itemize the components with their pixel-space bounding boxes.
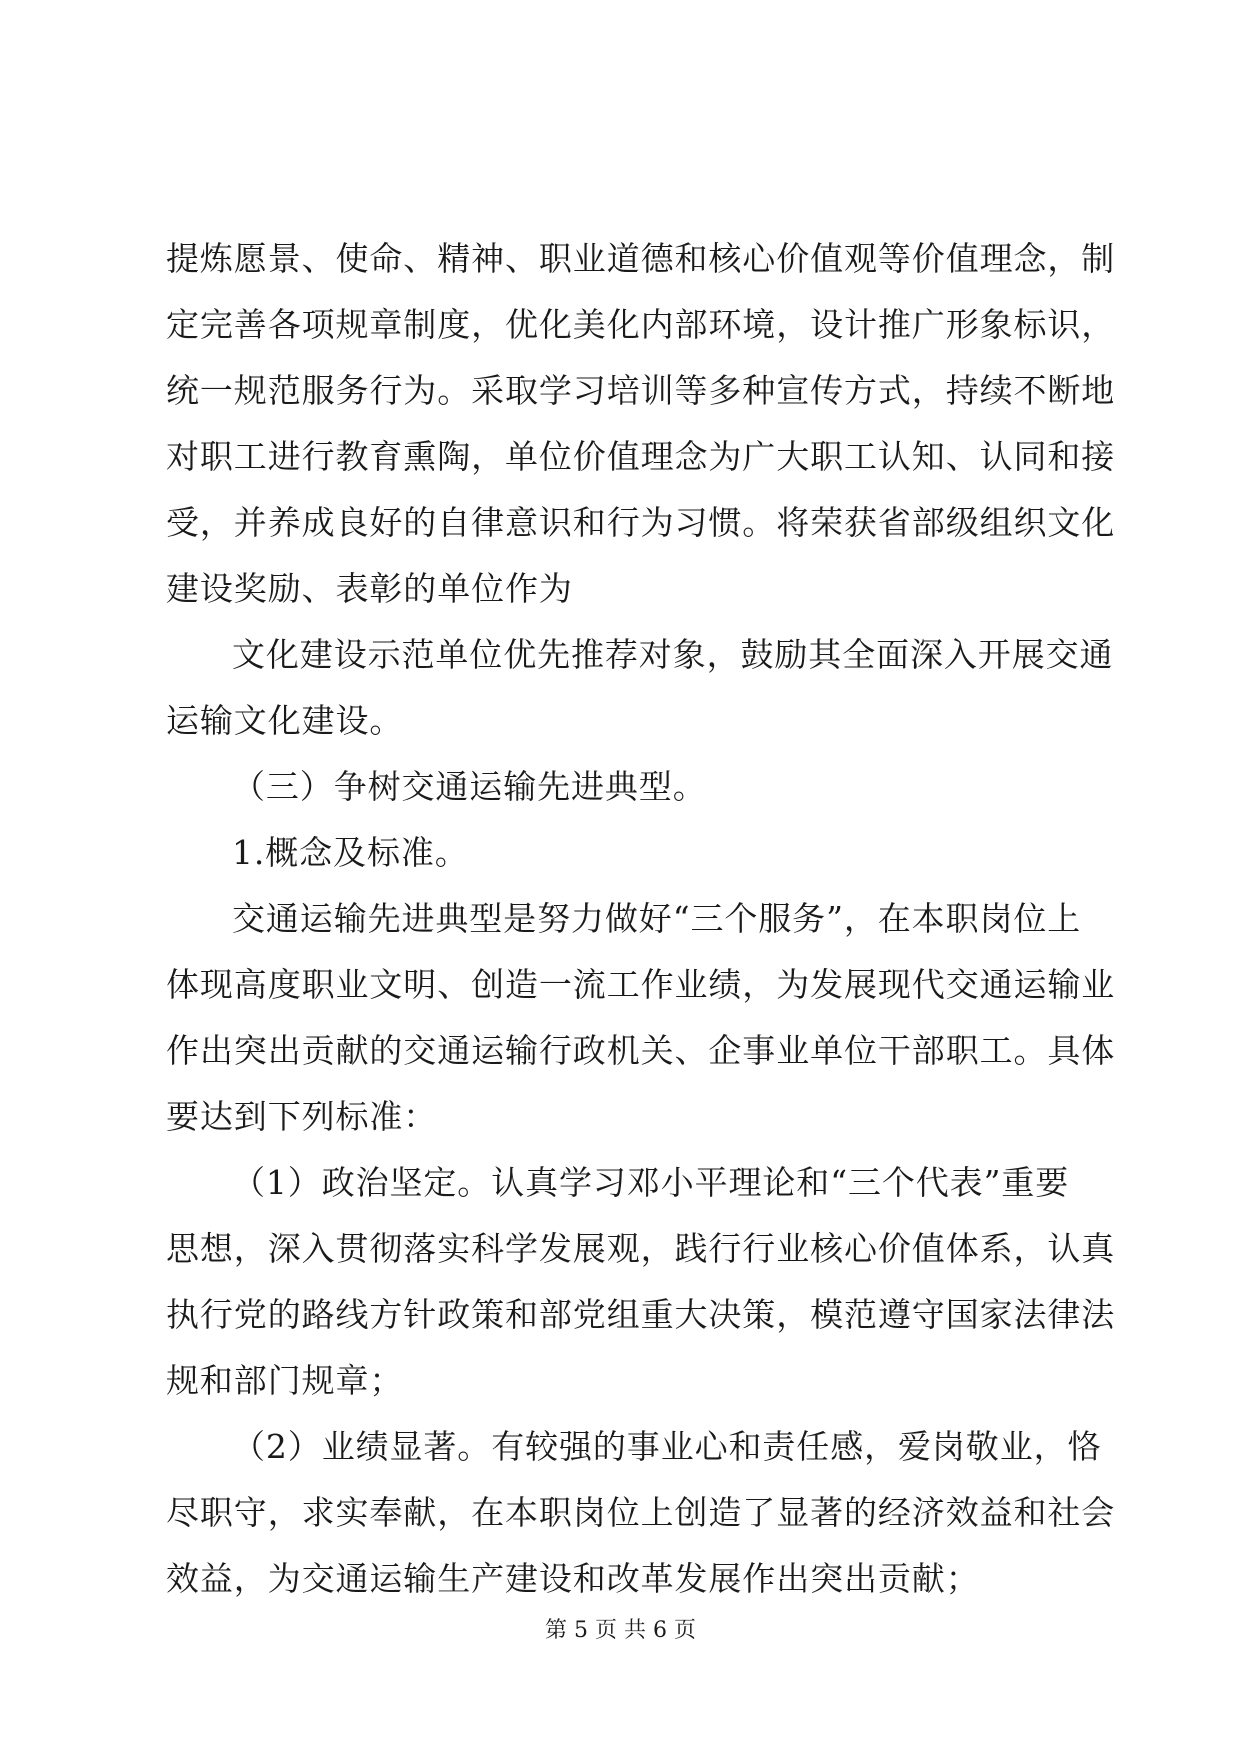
text-line: 交通运输先进典型是努力做好“三个服务”，在本职岗位上	[232, 899, 1082, 938]
criterion-1	[166, 1150, 1116, 1414]
heading-line: 1.概念及标准。	[232, 833, 469, 872]
paragraph-1	[166, 226, 1116, 622]
text-line: 对职工进行教育熏陶，单位价值理念为广大职工认知、认同和接	[166, 437, 1116, 476]
text-line: 建设奖励、表彰的单位作为	[166, 569, 573, 608]
page-number-footer: 第 5 页 共 6 页	[545, 1618, 696, 1643]
paragraph-2	[166, 622, 1114, 754]
text-line: 思想，深入贯彻落实科学发展观，践行行业核心价值体系，认真	[166, 1229, 1116, 1268]
heading-line: （三）争树交通运输先进典型。	[232, 767, 707, 806]
text-line: 效益，为交通运输生产建设和改革发展作出突出贡献；	[166, 1559, 980, 1598]
text-line: 规和部门规章；	[166, 1361, 404, 1400]
text-line: 运输文化建设。	[166, 701, 404, 740]
text-line: 统一规范服务行为。采取学习培训等多种宣传方式，持续不断地	[166, 371, 1116, 410]
section-heading	[166, 754, 1078, 820]
text-line: 体现高度职业文明、创造一流工作业绩，为发展现代交通运输业	[166, 965, 1116, 1004]
criterion-2	[166, 1414, 1116, 1612]
text-line: （2）业绩显著。有较强的事业心和责任感，爱岗敬业，恪	[232, 1427, 1102, 1466]
text-line: 提炼愿景、使命、精神、职业道德和核心价值观等价值理念，制	[166, 239, 1116, 278]
paragraph-definition	[166, 886, 1116, 1150]
subsection-heading	[166, 820, 1078, 886]
text-line: 要达到下列标准：	[166, 1097, 438, 1136]
text-line: 尽职守，求实奉献，在本职岗位上创造了显著的经济效益和社会	[166, 1493, 1116, 1532]
text-line: （1）政治坚定。认真学习邓小平理论和“三个代表”重要	[232, 1163, 1070, 1202]
text-line: 作出突出贡献的交通运输行政机关、企事业单位干部职工。具体	[166, 1031, 1116, 1070]
text-line: 定完善各项规章制度，优化美化内部环境，设计推广形象标识，	[166, 305, 1116, 344]
text-line: 受，并养成良好的自律意识和行为习惯。将荣获省部级组织文化	[166, 503, 1116, 542]
text-line: 文化建设示范单位优先推荐对象，鼓励其全面深入开展交通	[232, 635, 1114, 674]
document-body	[166, 226, 1116, 1612]
text-line: 执行党的路线方针政策和部党组重大决策，模范遵守国家法律法	[166, 1295, 1116, 1334]
